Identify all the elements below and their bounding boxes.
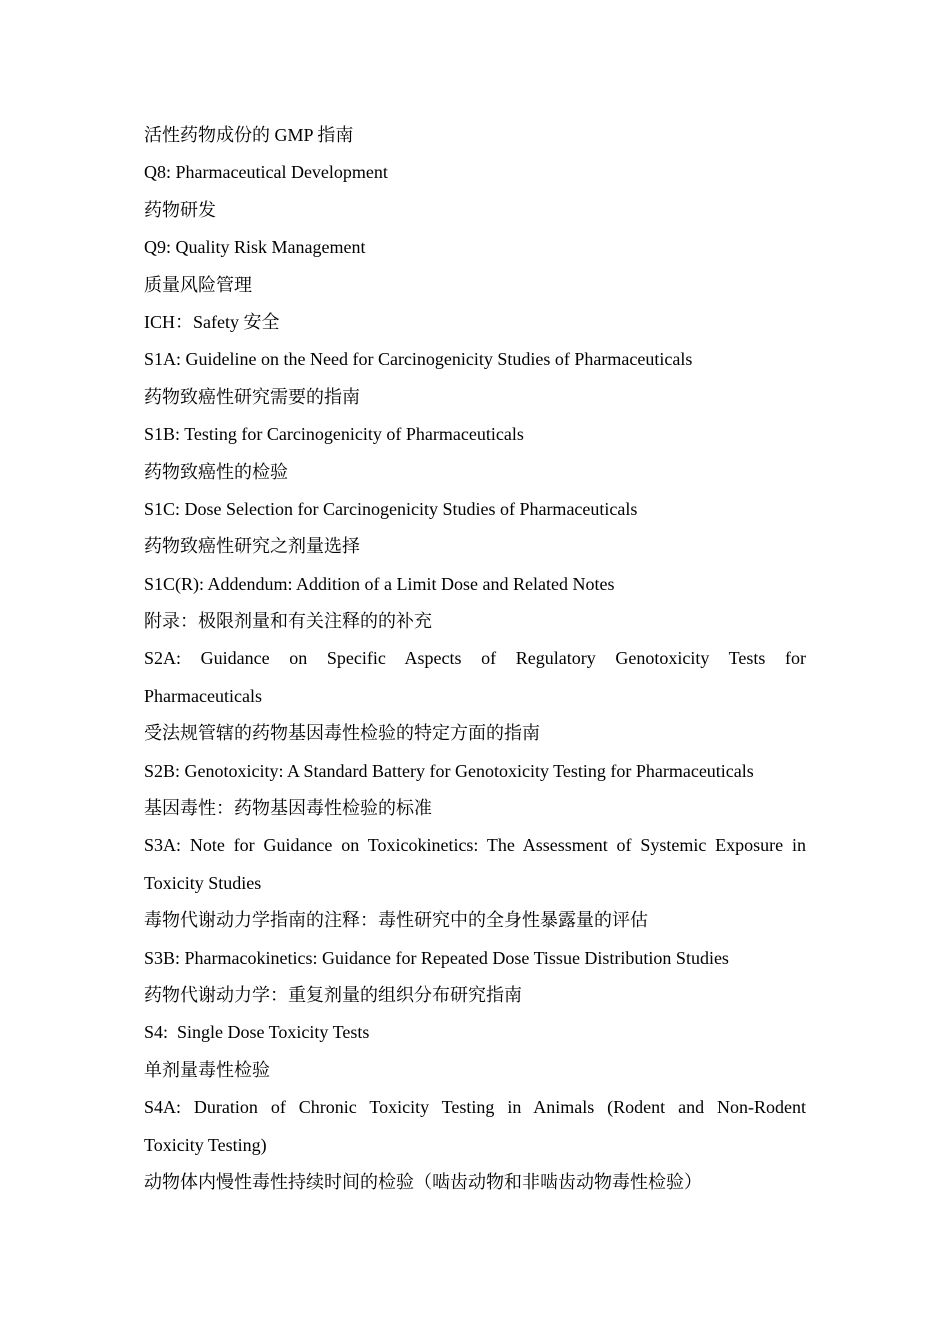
item-q8-title: Q8: Pharmaceutical Development [144,162,388,183]
item-s3a-title-line2: Toxicity Studies [144,872,262,893]
item-s1b-translation: 药物致癌性的检验 [144,461,288,482]
section-ich-safety: ICH：Safety 安全 [144,311,280,332]
item-s3a-translation: 毒物代谢动力学指南的注释：毒性研究中的全身性暴露量的评估 [144,910,648,931]
item-s4a-translation: 动物体内慢性毒性持续时间的检验（啮齿动物和非啮齿动物毒性检验） [144,1171,702,1192]
item-s1a-title: S1A: Guideline on the Need for Carcinogenicity Studies of Pharmaceuticals [144,349,693,370]
item-s1b-title: S1B: Testing for Carcinogenicity of Pharmaceuticals [144,424,524,445]
item-s3a-title-line1: S3A: Note for Guidance on Toxicokinetics: The Assessment of Systemic Exposure in [144,835,806,856]
item-s4a-title-line1: S4A: Duration of Chronic Toxicity Testing in Animals (Rodent and Non-Rodent [144,1097,806,1118]
item-s1cr-translation: 附录：极限剂量和有关注释的的补充 [144,611,432,632]
heading-api-gmp-guide: 活性药物成份的 GMP 指南 [144,125,354,145]
item-s4-translation: 单剂量毒性检验 [144,1059,270,1080]
item-s2b-title: S2B: Genotoxicity: A Standard Battery for Genotoxicity Testing for Pharmaceuticals [144,760,754,781]
document-page [144,117,806,1201]
item-s2a-translation: 受法规管辖的药物基因毒性检验的特定方面的指南 [144,723,540,744]
item-s1a-translation: 药物致癌性研究需要的指南 [144,386,360,407]
item-s1cr-title: S1C(R): Addendum: Addition of a Limit Dose and Related Notes [144,573,615,594]
item-s1c-translation: 药物致癌性研究之剂量选择 [144,536,360,557]
item-s2a-title-line1: S2A: Guidance on Specific Aspects of Regulatory Genotoxicity Tests for [144,648,806,669]
item-s1c-title: S1C: Dose Selection for Carcinogenicity Studies of Pharmaceuticals [144,498,638,519]
item-s4-title: S4: Single Dose Toxicity Tests [144,1022,370,1043]
item-s4a-title-line2: Toxicity Testing) [144,1134,267,1155]
item-s3b-translation: 药物代谢动力学：重复剂量的组织分布研究指南 [144,984,522,1005]
item-q9-translation: 质量风险管理 [144,274,252,295]
item-s3b-title: S3B: Pharmacokinetics: Guidance for Repeated Dose Tissue Distribution Studies [144,947,729,968]
item-q8-translation: 药物研发 [144,199,216,220]
item-s2a-title-line2: Pharmaceuticals [144,685,262,706]
item-s2b-translation: 基因毒性：药物基因毒性检验的标准 [144,798,432,819]
item-q9-title: Q9: Quality Risk Management [144,237,366,258]
